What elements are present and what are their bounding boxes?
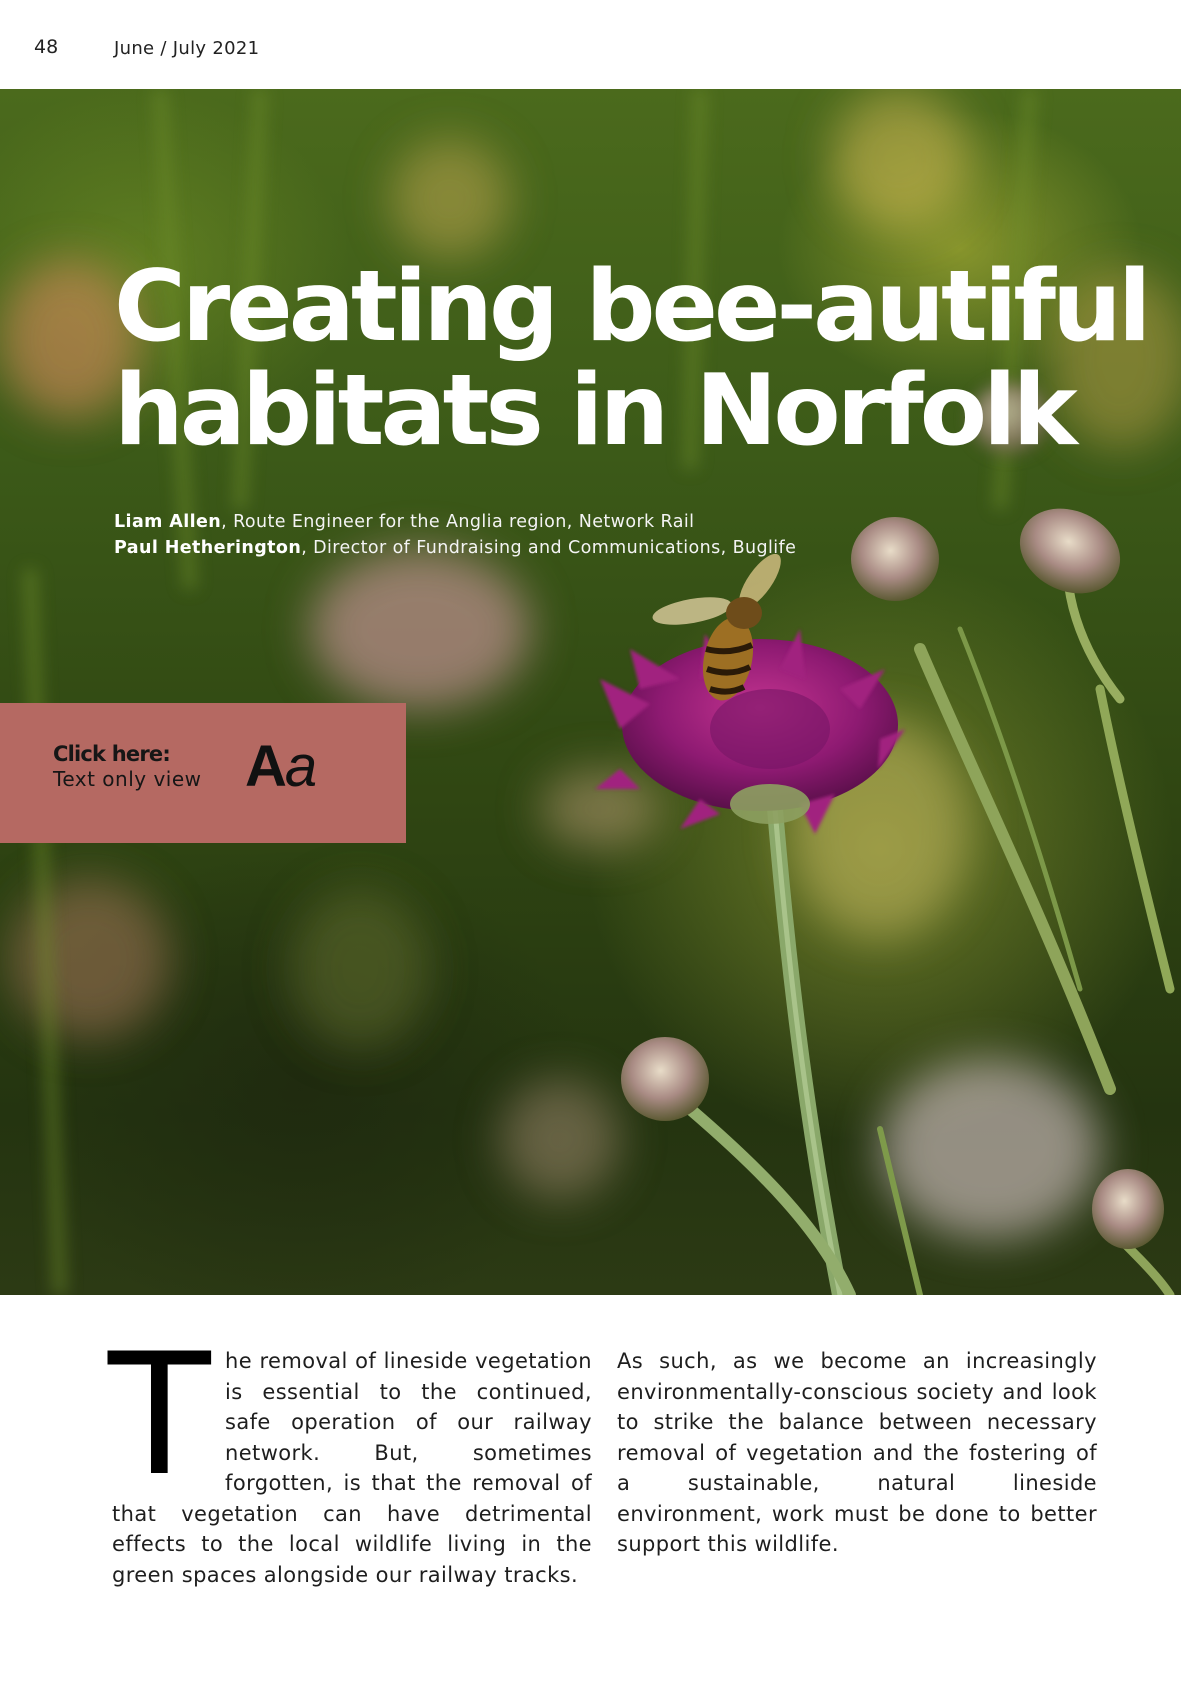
article-column-left — [108, 1317, 592, 1590]
author-line — [114, 535, 796, 561]
author-role: , Director of Fundraising and Communications, Buglife — [301, 538, 797, 558]
author-list — [114, 509, 796, 561]
hero-photo — [0, 89, 1181, 1295]
glyph-lower: a — [284, 734, 316, 799]
author-line — [114, 509, 796, 535]
drop-cap: T — [108, 1317, 212, 1513]
right-column-text: As such, as we become an increasingly environmentally-conscious society and look to strike the balance between necessary removal of vegetation and the fostering of a sustainable, natural lineside environment, work must be done to better support this wildlife. — [617, 1349, 1097, 1556]
font-aa-icon — [245, 733, 315, 800]
page-header — [0, 0, 1200, 89]
title-line-1: Creating bee-autiful — [114, 250, 1148, 364]
article-column-right — [617, 1346, 1097, 1560]
click-here-label: Click here: — [53, 742, 170, 766]
author-name: Paul Hetherington — [114, 538, 302, 558]
text-only-view-label: Text only view — [53, 767, 202, 791]
page-number: 48 — [34, 36, 59, 58]
issue-date: June / July 2021 — [114, 38, 260, 59]
author-role: , Route Engineer for the Anglia region, Network Rail — [221, 512, 695, 532]
text-only-view-button[interactable] — [0, 703, 406, 843]
article-title — [114, 250, 1154, 468]
left-column-text: he removal of lineside vegetation is essential to the continued, safe operation of our railway network. But, sometimes forgotten, is that the removal of that vegetation can have detrimental effects to the local wildlife living in the green spaces alongside our railway tracks. — [112, 1349, 592, 1587]
author-name: Liam Allen — [114, 512, 222, 532]
glyph-upper: A — [245, 734, 285, 799]
title-line-2: habitats in Norfolk — [114, 354, 1074, 468]
